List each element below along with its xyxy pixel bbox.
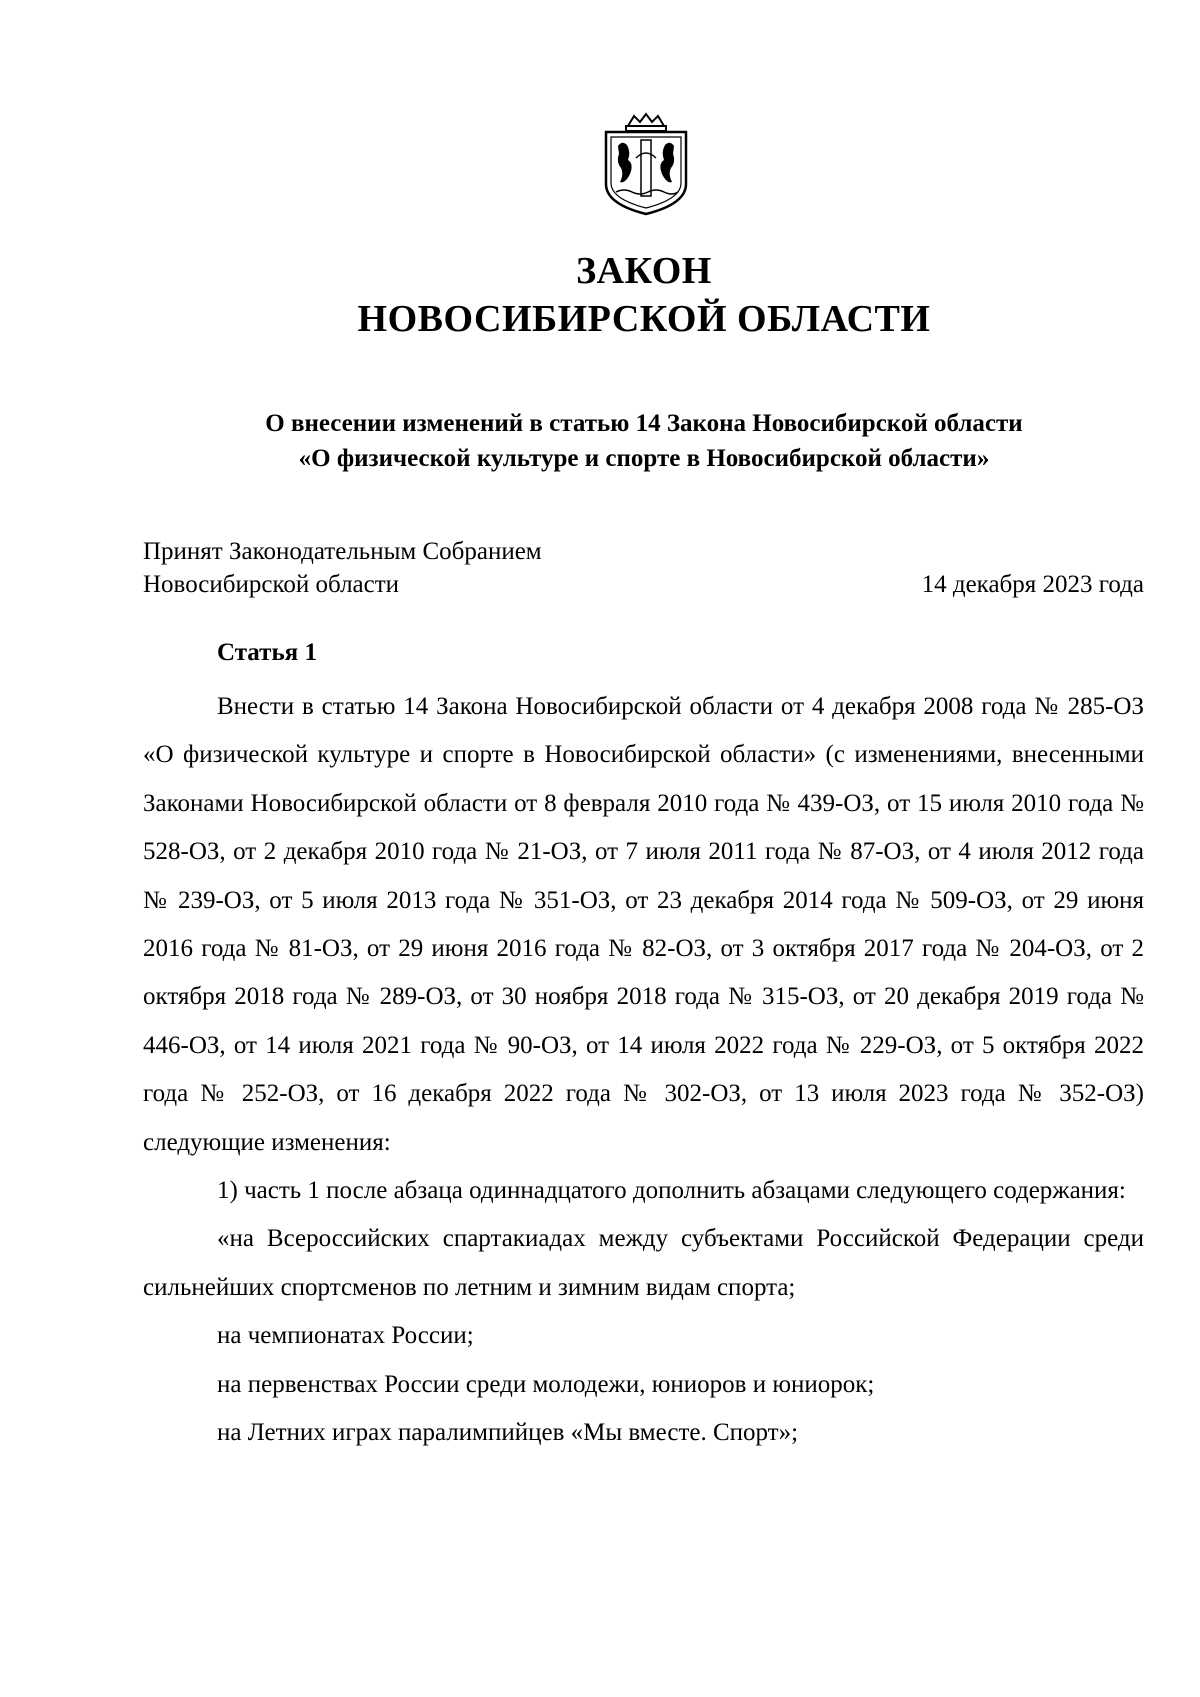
law-subject-line-2: «О физической культуре и спорте в Новосибирской области»	[298, 445, 990, 472]
law-title-region: НОВОСИБИРСКОЙ ОБЛАСТИ	[357, 298, 931, 340]
adoption-date: 14 декабря 2023 года	[921, 571, 1144, 598]
law-subject-line-1: О внесении изменений в статью 14 Закона Новосибирской области	[265, 410, 1023, 437]
adopted-by-line-1: Принят Законодательным Собранием	[143, 538, 542, 565]
law-title: ЗАКОН	[576, 250, 712, 292]
paragraph-quote-1: «на Всероссийских спартакиадах между субъектами Российской Федерации среди сильнейших спортсменов по летним и зимним видам спорта;	[143, 1225, 1144, 1301]
paragraph-amendment-intro: Внести в статью 14 Закона Новосибирской области от 4 декабря 2008 года № 285-ОЗ «О физической культуре и спорте в Новосибирской области» (с изменениями, внесенными Законами Новосибирской области от 8 февраля 2010 года № 439-ОЗ, от 15 июля 2010 года № 528-ОЗ, от 2 декабря 2010 года № 21-ОЗ, от 7 июля 2011 года № 87-ОЗ, от 4 июля 2012 года № 239-ОЗ, от 5 июля 2013 года № 351-ОЗ, от 23 декабря 2014 года № 509-ОЗ, от 29 июня 2016 года № 81-ОЗ, от 29 июня 2016 года № 82-ОЗ, от 3 октября 2017 года № 204-ОЗ, от 2 октября 2018 года № 289-ОЗ, от 30 ноября 2018 года № 315-ОЗ, от 20 декабря 2019 года № 446-ОЗ, от 14 июля 2021 года № 90-ОЗ, от 14 июля 2022 года № 229-ОЗ, от 5 октября 2022 года № 252-ОЗ, от 16 декабря 2022 года № 302-ОЗ, от 13 июля 2023 года № 352-ОЗ) следующие изменения:	[143, 693, 1144, 1156]
coat-of-arms-icon	[600, 112, 692, 217]
paragraph-item-1: 1) часть 1 после абзаца одиннадцатого дополнить абзацами следующего содержания:	[217, 1177, 1126, 1205]
article-body	[143, 683, 1144, 1458]
article-heading: Статья 1	[217, 639, 317, 666]
paragraph-quote-4: на Летних играх паралимпийцев «Мы вместе. Спорт»;	[217, 1419, 799, 1447]
paragraph-quote-3: на первенствах России среди молодежи, юниоров и юниорок;	[217, 1370, 875, 1398]
paragraph-quote-2: на чемпионатах России;	[217, 1322, 474, 1350]
adopted-by-line-2: Новосибирской области	[143, 571, 400, 598]
